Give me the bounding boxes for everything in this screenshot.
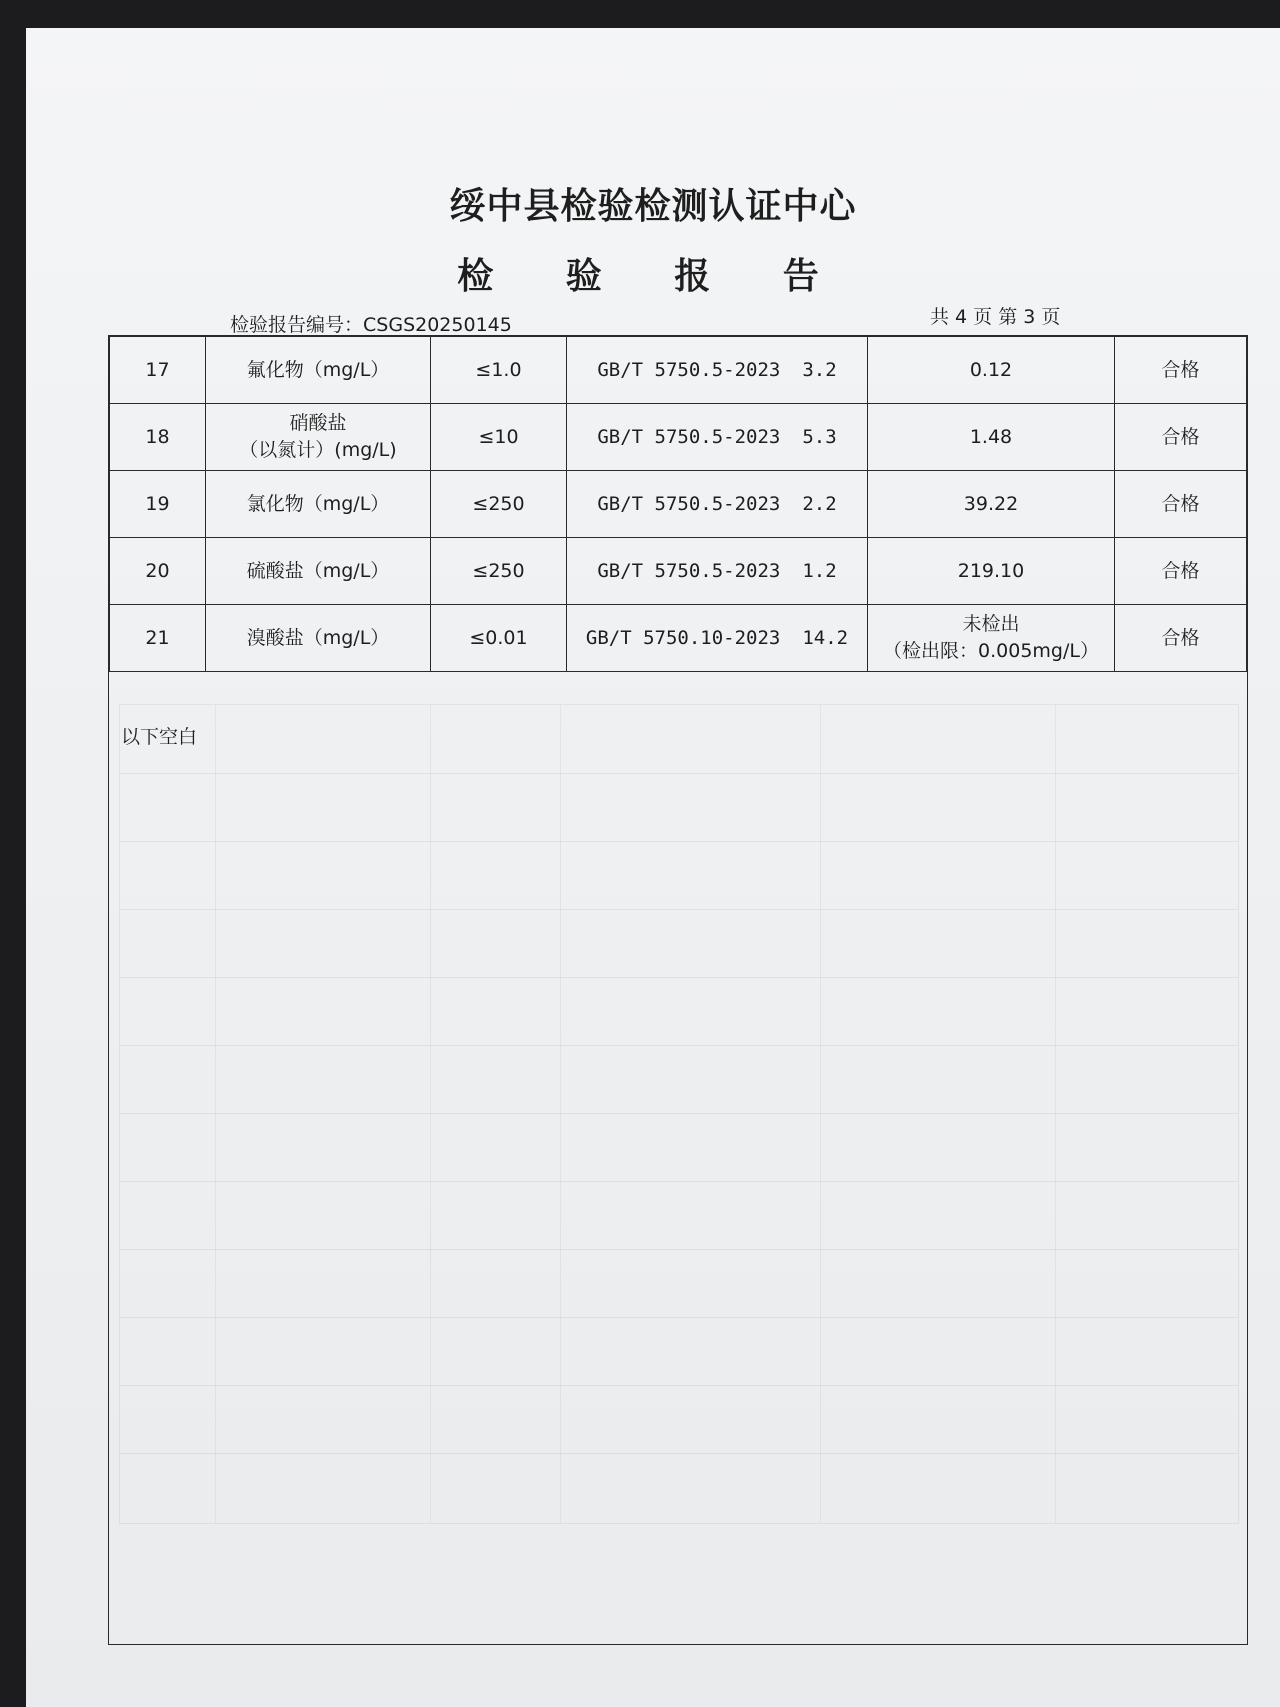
test-item-name: 硝酸盐 — [289, 412, 347, 435]
test-method — [567, 471, 868, 538]
test-result: 219.10 — [868, 538, 1115, 605]
test-item-name: 氯化物（mg/L） — [246, 492, 390, 515]
page-info: 共 4 页 第 3 页 — [930, 306, 1061, 328]
table-row — [110, 471, 1247, 538]
organization-name: 绥中县检验检测认证中心 — [449, 186, 857, 227]
method-clause: 1.2 — [802, 559, 837, 582]
row-number: 21 — [110, 605, 206, 672]
test-item-name: 溴酸盐（mg/L） — [246, 626, 390, 649]
limit-value: ≤10 — [431, 404, 567, 471]
test-item — [206, 538, 431, 605]
row-number: 20 — [110, 538, 206, 605]
document-title: 检 验 报 告 — [457, 256, 849, 297]
test-item-name: 氟化物（mg/L） — [246, 358, 390, 381]
table-row — [110, 538, 1247, 605]
verdict: 合格 — [1115, 605, 1247, 672]
table-row — [110, 605, 1247, 672]
test-method — [567, 404, 868, 471]
test-result: 1.48 — [868, 404, 1115, 471]
method-clause: 2.2 — [802, 492, 837, 515]
limit-value: ≤0.01 — [431, 605, 567, 672]
results-table — [109, 336, 1247, 672]
table-row — [110, 337, 1247, 404]
results-frame — [108, 335, 1248, 1645]
report-page — [26, 28, 1280, 1707]
report-number — [230, 310, 512, 337]
limit-value: ≤250 — [431, 471, 567, 538]
method-clause: 3.2 — [802, 358, 837, 381]
row-number: 19 — [110, 471, 206, 538]
method-standard: GB/T 5750.5-2023 — [597, 425, 781, 448]
result-value: 未检出 — [962, 613, 1020, 636]
row-number: 18 — [110, 404, 206, 471]
row-number: 17 — [110, 337, 206, 404]
verdict: 合格 — [1115, 538, 1247, 605]
test-item — [206, 404, 431, 471]
show-through-grid — [119, 704, 1239, 1524]
method-standard: GB/T 5750.5-2023 — [597, 358, 781, 381]
test-result: 0.12 — [868, 337, 1115, 404]
method-standard: GB/T 5750.5-2023 — [597, 492, 781, 515]
report-number-value: CSGS20250145 — [363, 314, 512, 336]
blank-below-note: 以下空白 — [121, 726, 198, 748]
test-method — [567, 605, 868, 672]
test-item-qualifier: （以氮计）(mg/L) — [239, 439, 397, 461]
test-item — [206, 337, 431, 404]
test-item-name: 硫酸盐（mg/L） — [246, 559, 390, 582]
method-clause: 14.2 — [802, 626, 849, 649]
detection-limit: （检出限：0.005mg/L） — [883, 640, 1099, 662]
test-result — [868, 605, 1115, 672]
report-number-label: 检验报告编号： — [230, 314, 364, 336]
limit-value: ≤250 — [431, 538, 567, 605]
test-method — [567, 337, 868, 404]
test-result: 39.22 — [868, 471, 1115, 538]
method-standard: GB/T 5750.5-2023 — [597, 559, 781, 582]
verdict: 合格 — [1115, 404, 1247, 471]
verdict: 合格 — [1115, 337, 1247, 404]
method-standard: GB/T 5750.10-2023 — [585, 626, 781, 649]
test-item — [206, 471, 431, 538]
verdict: 合格 — [1115, 471, 1247, 538]
test-item — [206, 605, 431, 672]
method-clause: 5.3 — [802, 425, 837, 448]
table-row — [110, 404, 1247, 471]
test-method — [567, 538, 868, 605]
limit-value: ≤1.0 — [431, 337, 567, 404]
